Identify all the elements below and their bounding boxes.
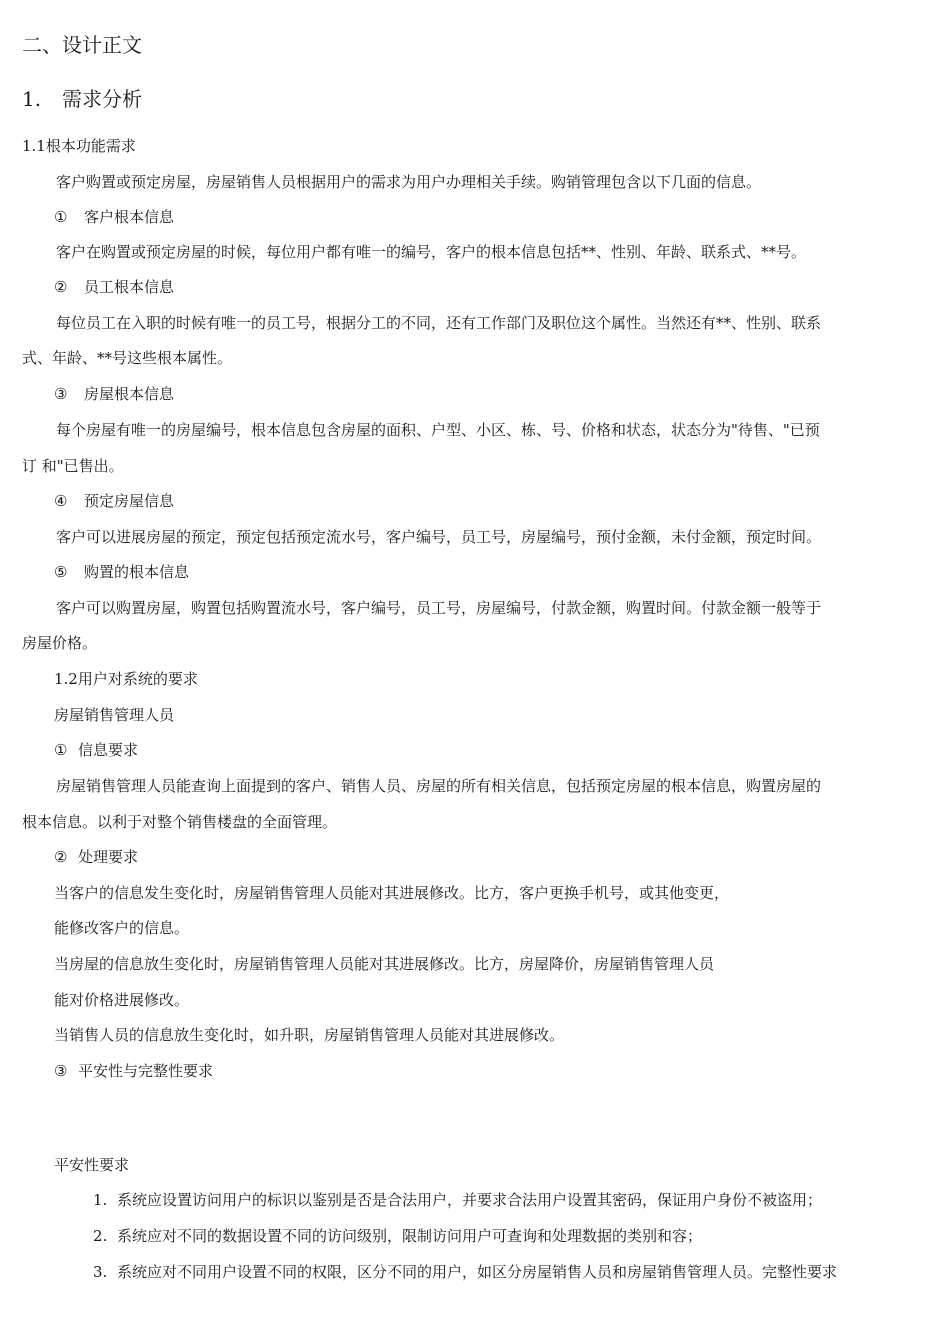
paragraph-employee-info-line2: 式、年龄、**号这些根本属性。 — [22, 349, 233, 367]
list-item-title: 预定房屋信息 — [84, 492, 175, 510]
list-number: 2. — [93, 1227, 108, 1245]
security-list-item — [93, 1262, 837, 1282]
subsection-heading-1-1: 1.1根本功能需求 — [22, 137, 136, 155]
paragraph-house-info-line1: 每个房屋有唯一的房屋编号，根本信息包含房屋的面积、户型、小区、栋、号、价格和状态，状态分为"待售、"已预 — [56, 421, 820, 439]
paragraph-employee-info-line1: 每位员工在入职的时候有唯一的员工号，根据分工的不同，还有工作部门及职位这个属性。当然还有**、性别、联系 — [56, 314, 822, 332]
list-item-title: 购置的根本信息 — [84, 563, 190, 581]
circled-number: ⑤ — [54, 563, 68, 581]
circled-number: ③ — [54, 385, 68, 403]
paragraph-processing-p1-line2: 能修改客户的信息。 — [54, 919, 190, 937]
paragraph-purchase-info-line2: 房屋价格。 — [22, 634, 98, 652]
section-title: 需求分析 — [62, 87, 142, 111]
list-item-security-integrity — [54, 1061, 213, 1081]
circled-number: ② — [54, 278, 68, 296]
list-item-text: 系统应设置访问用户的标识以鉴别是否是合法用户，并要求合法用户设置其密码，保证用户身份不被盗用； — [117, 1191, 823, 1209]
paragraph-customer-info: 客户在购置或预定房屋的时候，每位用户都有唯一的编号，客户的根本信息包括**、性别、年龄、联系式、**号。 — [56, 243, 807, 261]
circled-number: ① — [54, 208, 68, 226]
circled-number: ③ — [54, 1062, 68, 1080]
list-item-processing-requirement — [54, 847, 138, 867]
list-item-employee-info — [54, 277, 174, 297]
circled-number: ② — [54, 848, 68, 866]
list-item-text: 系统应对不同的数据设置不同的访问级别，限制访问用户可查询和处理数据的类别和容； — [117, 1227, 703, 1245]
list-item-purchase-info — [54, 562, 189, 582]
paragraph-processing-p1-line1: 当客户的信息发生变化时，房屋销售管理人员能对其进展修改。比方，客户更换手机号，或其他变更， — [54, 884, 730, 902]
subsection-heading-1-2: 1.2用户对系统的要求 — [54, 670, 198, 688]
paragraph-processing-p3: 当销售人员的信息放生变化时，如升职，房屋销售管理人员能对其进展修改。 — [54, 1026, 565, 1044]
list-item-title: 平安性与完整性要求 — [78, 1062, 214, 1080]
list-item-text: 系统应对不同用户设置不同的权限，区分不同的用户，如区分房屋销售人员和房屋销售管理人员。完整性要求 — [117, 1263, 838, 1281]
list-item-house-info — [54, 384, 174, 404]
paragraph-processing-p2-line2: 能对价格进展修改。 — [54, 991, 190, 1009]
paragraph-house-info-line2: 订 和"已售出。 — [22, 457, 124, 475]
paragraph-intro: 客户购置或预定房屋，房屋销售人员根据用户的需求为用户办理相关手续。购销管理包含以下几面的信息。 — [56, 173, 762, 191]
list-item-customer-info — [54, 207, 174, 227]
list-item-reservation-info — [54, 491, 174, 511]
list-item-info-requirement — [54, 740, 138, 760]
section-heading-1 — [22, 86, 142, 112]
section-number: 1. — [22, 87, 42, 111]
list-item-title: 处理要求 — [78, 848, 139, 866]
list-item-title: 房屋根本信息 — [84, 385, 175, 403]
security-heading: 平安性要求 — [54, 1156, 130, 1174]
paragraph-info-requirement-line2: 根本信息。以利于对整个销售楼盘的全面管理。 — [22, 813, 338, 831]
security-list-item — [93, 1190, 822, 1210]
list-item-title: 员工根本信息 — [84, 278, 175, 296]
security-list-item — [93, 1226, 702, 1246]
paragraph-purchase-info-line1: 客户可以购置房屋，购置包括购置流水号，客户编号，员工号，房屋编号，付款金额，购置时间。付款金额一般等于 — [56, 599, 822, 617]
paragraph-info-requirement-line1: 房屋销售管理人员能查询上面提到的客户、销售人员、房屋的所有相关信息，包括预定房屋的根本信息，购置房屋的 — [56, 777, 822, 795]
document-title: 二、设计正文 — [22, 33, 142, 57]
circled-number: ④ — [54, 492, 68, 510]
list-number: 3. — [93, 1263, 108, 1281]
list-number: 1. — [93, 1191, 108, 1209]
paragraph-processing-p2-line1: 当房屋的信息放生变化时，房屋销售管理人员能对其进展修改。比方，房屋降价，房屋销售管理人员 — [54, 955, 715, 973]
list-item-title: 客户根本信息 — [84, 208, 175, 226]
list-item-title: 信息要求 — [78, 741, 139, 759]
circled-number: ① — [54, 741, 68, 759]
role-heading: 房屋销售管理人员 — [54, 706, 175, 724]
paragraph-reservation-info: 客户可以进展房屋的预定，预定包括预定流水号，客户编号，员工号，房屋编号，预付金额，未付金额，预定时间。 — [56, 528, 822, 546]
